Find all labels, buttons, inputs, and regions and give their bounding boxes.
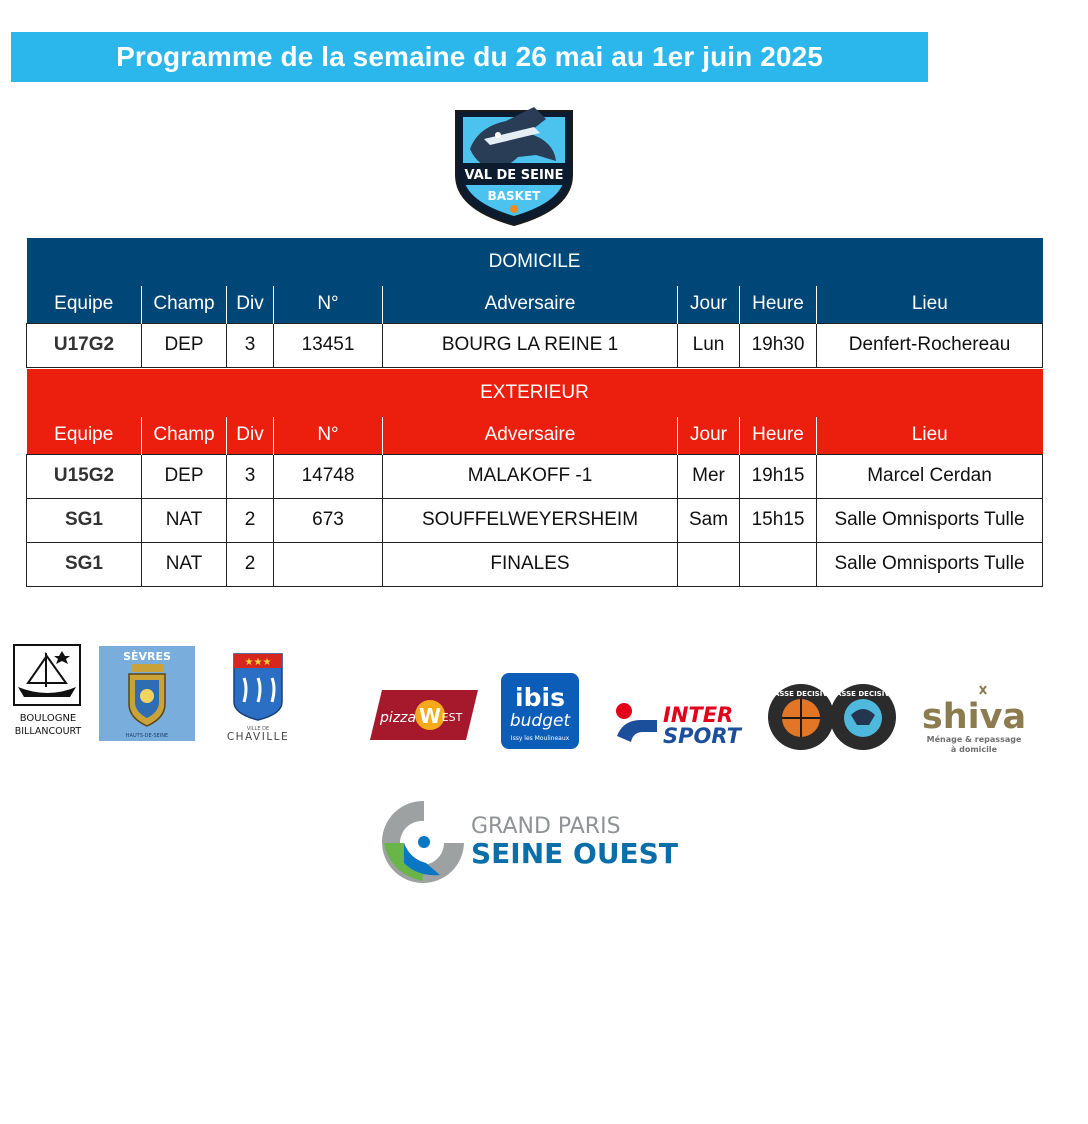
domicile-title: DOMICILE	[27, 238, 1043, 286]
shiva-line1: Ménage & repassage	[926, 735, 1022, 744]
col-numero: N°	[274, 417, 383, 454]
table-row	[27, 542, 1043, 586]
table-row	[27, 323, 1043, 367]
shiva-name: shiva	[921, 697, 1027, 737]
passe-name-left: PASSE DECISIVE	[769, 690, 833, 698]
boulogne-line1: BOULOGNE	[19, 713, 77, 724]
sevres-sub: HAUTS-DE-SEINE	[125, 733, 169, 739]
cell-div: 3	[227, 323, 274, 367]
col-adversaire: Adversaire	[383, 417, 678, 454]
shiva-line2: à domicile	[950, 745, 998, 754]
cell-numero	[274, 542, 383, 586]
chaville-pre: VILLE DE	[246, 726, 270, 732]
sevres-logo	[99, 646, 195, 741]
col-champ: Champ	[142, 417, 227, 454]
cell-adversaire: BOURG LA REINE 1	[383, 323, 678, 367]
col-div: Div	[227, 286, 274, 323]
chaville-logo	[214, 650, 302, 742]
boulogne-billancourt-logo	[12, 643, 84, 738]
pizza-pre: pizza	[379, 710, 417, 726]
pizza-west-logo	[368, 688, 480, 742]
domicile-table	[26, 238, 1043, 368]
page-title-banner	[11, 32, 928, 82]
cell-jour	[678, 542, 740, 586]
cell-lieu: Salle Omnisports Tulle	[817, 498, 1043, 542]
cell-lieu: Salle Omnisports Tulle	[817, 542, 1043, 586]
cell-jour: Mer	[678, 454, 740, 498]
cell-champ: DEP	[142, 323, 227, 367]
intersport-line1: INTER	[663, 703, 734, 727]
cell-div: 2	[227, 498, 274, 542]
ibis-location: Issy les Moulineaux	[510, 735, 570, 742]
col-lieu: Lieu	[817, 286, 1043, 323]
cell-champ: NAT	[142, 498, 227, 542]
exterieur-header-row	[27, 417, 1043, 454]
col-heure: Heure	[740, 417, 817, 454]
cell-numero: 13451	[274, 323, 383, 367]
cell-lieu: Denfert-Rochereau	[817, 323, 1043, 367]
page-title: Programme de la semaine du 26 mai au 1er juin 2025	[116, 41, 823, 72]
cell-equipe: SG1	[27, 542, 142, 586]
exterieur-table	[26, 369, 1043, 587]
cell-numero: 14748	[274, 454, 383, 498]
cell-equipe: U15G2	[27, 454, 142, 498]
col-equipe: Equipe	[27, 417, 142, 454]
club-logo	[448, 97, 580, 227]
passe-decisive-logo	[767, 683, 897, 751]
col-champ: Champ	[142, 286, 227, 323]
pizza-mid: W	[418, 704, 442, 728]
cell-heure	[740, 542, 817, 586]
boulogne-line2: BILLANCOURT	[14, 726, 82, 737]
club-logo-line2: BASKET	[487, 189, 541, 203]
table-row	[27, 498, 1043, 542]
table-row	[27, 454, 1043, 498]
ibis-budget-logo	[500, 672, 580, 750]
gpso-line2: SEINE OUEST	[471, 837, 678, 870]
cell-div: 3	[227, 454, 274, 498]
club-logo-line1: VAL DE SEINE	[464, 168, 564, 183]
cell-div: 2	[227, 542, 274, 586]
chaville-name: CHAVILLE	[226, 731, 290, 743]
grand-paris-seine-ouest-logo	[378, 797, 678, 885]
col-numero: N°	[274, 286, 383, 323]
shiva-logo	[921, 684, 1028, 756]
sevres-name: SÈVRES	[123, 650, 171, 663]
svg-text:★★★: ★★★	[244, 657, 272, 668]
cell-heure: 19h15	[740, 454, 817, 498]
intersport-logo	[613, 700, 741, 746]
cell-champ: NAT	[142, 542, 227, 586]
cell-equipe: U17G2	[27, 323, 142, 367]
cell-lieu: Marcel Cerdan	[817, 454, 1043, 498]
ibis-name: ibis	[515, 683, 565, 712]
col-div: Div	[227, 417, 274, 454]
col-adversaire: Adversaire	[383, 286, 678, 323]
cell-heure: 19h30	[740, 323, 817, 367]
col-jour: Jour	[678, 286, 740, 323]
cell-adversaire: FINALES	[383, 542, 678, 586]
cell-numero: 673	[274, 498, 383, 542]
ibis-sub: budget	[509, 711, 571, 731]
exterieur-title: EXTERIEUR	[27, 369, 1043, 417]
col-lieu: Lieu	[817, 417, 1043, 454]
cell-equipe: SG1	[27, 498, 142, 542]
cell-champ: DEP	[142, 454, 227, 498]
col-equipe: Equipe	[27, 286, 142, 323]
cell-adversaire: SOUFFELWEYERSHEIM	[383, 498, 678, 542]
cell-jour: Sam	[678, 498, 740, 542]
col-jour: Jour	[678, 417, 740, 454]
passe-name-right: PASSE DECISIVE	[831, 690, 895, 698]
cell-adversaire: MALAKOFF -1	[383, 454, 678, 498]
domicile-header-row	[27, 286, 1043, 323]
cell-jour: Lun	[678, 323, 740, 367]
intersport-line2: SPORT	[663, 724, 741, 748]
cell-heure: 15h15	[740, 498, 817, 542]
col-heure: Heure	[740, 286, 817, 323]
gpso-line1: GRAND PARIS	[471, 814, 621, 839]
pizza-post: EST	[441, 711, 463, 724]
